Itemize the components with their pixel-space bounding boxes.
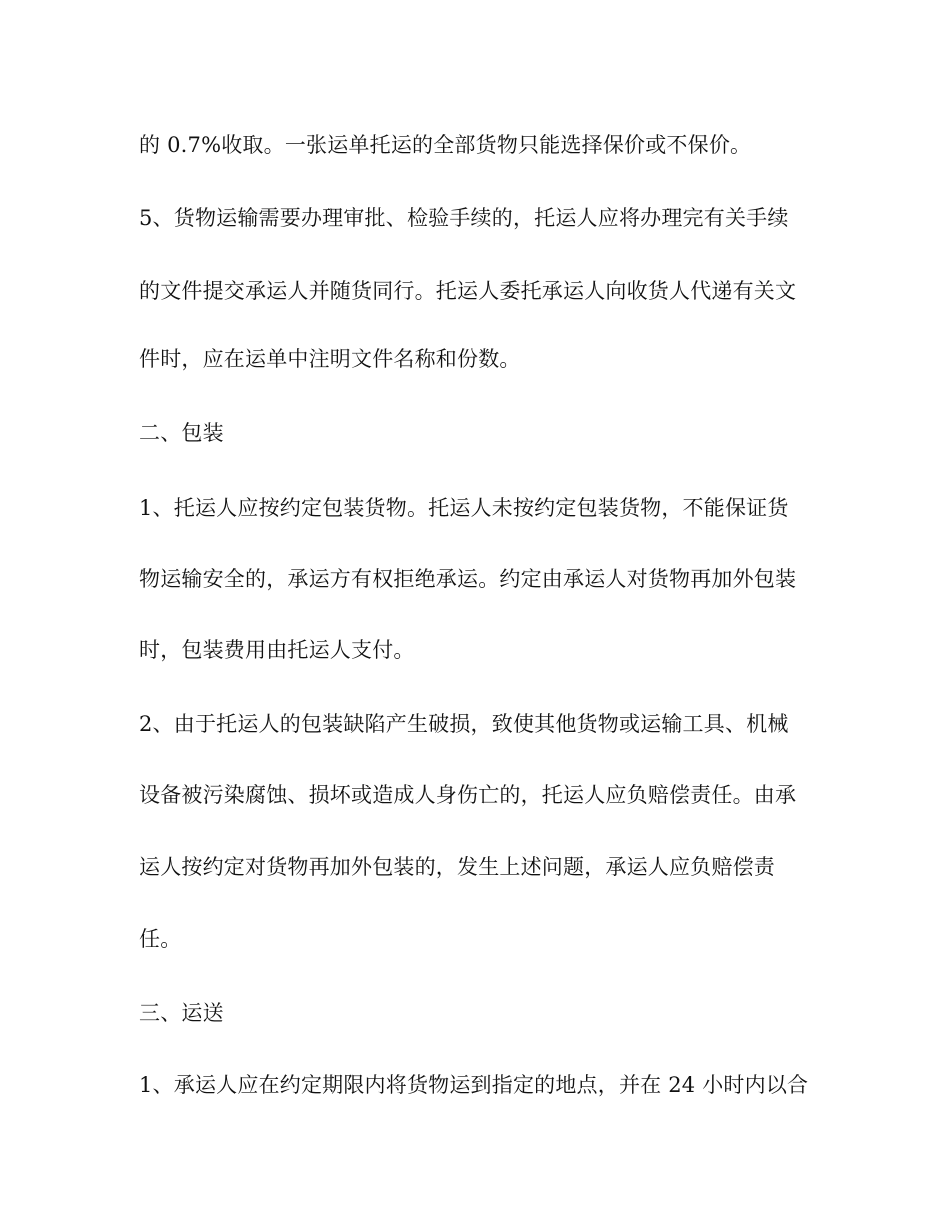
text-line: 的文件提交承运人并随货同行。托运人委托承运人向收货人代递有关文: [139, 279, 797, 303]
text-line: 物运输安全的，承运方有权拒绝承运。约定由承运人对货物再加外包装: [139, 567, 797, 591]
section-heading: 二、包装: [139, 421, 224, 445]
text-line: 任。: [139, 927, 182, 951]
text-line: 1、托运人应按约定包装货物。托运人未按约定包装货物，不能保证货: [139, 496, 789, 520]
text-line: 2、由于托运人的包装缺陷产生破损，致使其他货物或运输工具、机械: [139, 712, 789, 736]
text-line: 设备被污染腐蚀、损坏或造成人身伤亡的，托运人应负赔偿责任。由承: [139, 783, 797, 807]
text-line: 件时，应在运单中注明文件名称和份数。: [139, 347, 521, 371]
text-line: 的 0.7%收取。一张运单托运的全部货物只能选择保价或不保价。: [139, 133, 752, 157]
text-line: 1、承运人应在约定期限内将货物运到指定的地点，并在 24 小时内以合: [139, 1073, 809, 1097]
text-line: 运人按约定对货物再加外包装的，发生上述问题，承运人应负赔偿责: [139, 855, 775, 879]
text-line: 5、货物运输需要办理审批、检验手续的，托运人应将办理完有关手续: [139, 206, 789, 230]
section-heading: 三、运送: [139, 1001, 224, 1025]
text-line: 时，包装费用由托运人支付。: [139, 638, 415, 662]
